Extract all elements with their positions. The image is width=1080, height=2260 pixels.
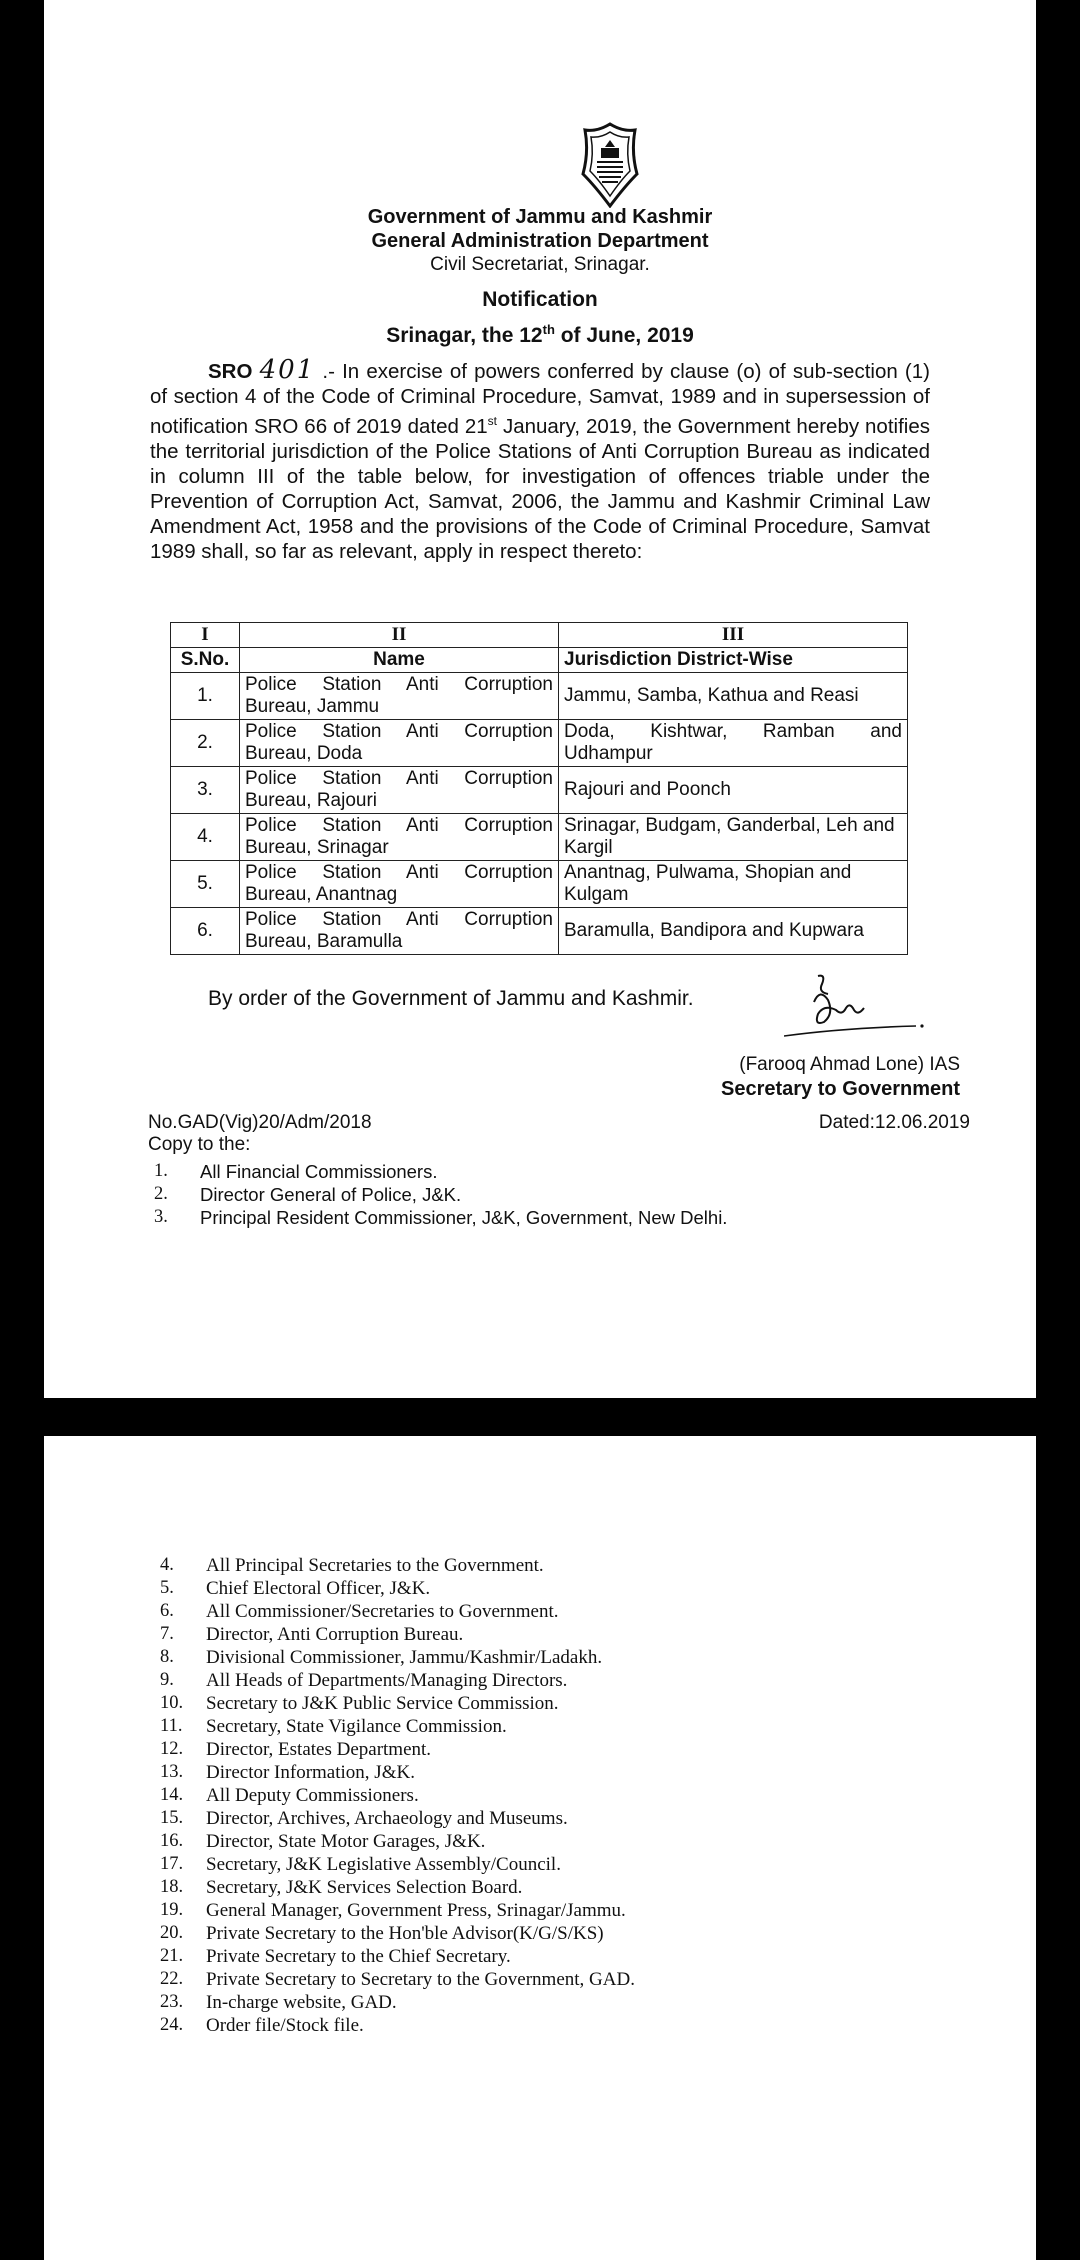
list-item: 22. Private Secretary to Secretary to the Government, GAD. xyxy=(160,1969,635,1990)
list-item: 4. All Principal Secretaries to the Government. xyxy=(160,1555,544,1576)
row-jurisdiction: Baramulla, Bandipora and Kupwara xyxy=(559,908,908,955)
order-statement: By order of the Government of Jammu and Kashmir. xyxy=(208,987,694,1010)
row-sno: 1. xyxy=(171,673,240,720)
list-item: 16. Director, State Motor Garages, J&K. xyxy=(160,1831,486,1852)
table-roman-row xyxy=(171,623,908,648)
roman-col-2: II xyxy=(240,623,559,648)
dated: Dated:12.06.2019 xyxy=(818,1112,970,1133)
document-page-1 xyxy=(44,0,1036,1398)
list-item: 1. All Financial Commissioners. xyxy=(154,1161,438,1182)
roman-col-1: I xyxy=(171,623,240,648)
government-title: Government of Jammu and Kashmir xyxy=(367,206,713,228)
list-item: 19. General Manager, Government Press, Srinagar/Jammu. xyxy=(160,1900,626,1921)
sro-label: SRO xyxy=(208,360,253,383)
copy-list-page-2 xyxy=(160,1554,635,2037)
list-item: 23. In-charge website, GAD. xyxy=(160,1992,397,2013)
table-row xyxy=(171,814,908,861)
list-item: 13. Director Information, J&K. xyxy=(160,1762,415,1783)
list-item: 20. Private Secretary to the Hon'ble Advisor(K/G/S/KS) xyxy=(160,1923,604,1944)
row-sno: 3. xyxy=(171,767,240,814)
list-item: 7. Director, Anti Corruption Bureau. xyxy=(160,1624,464,1645)
row-name: Police Station Anti Corruption Bureau, Jammu xyxy=(240,673,559,720)
row-name: Police Station Anti Corruption Bureau, Anantnag xyxy=(240,861,559,908)
department-title: General Administration Department xyxy=(371,230,709,252)
header-jurisdiction: Jurisdiction District-Wise xyxy=(559,648,908,673)
table-row xyxy=(171,673,908,720)
signatory-name: (Farooq Ahmad Lone) IAS xyxy=(739,1054,960,1075)
header-name: Name xyxy=(240,648,559,673)
row-sno: 4. xyxy=(171,814,240,861)
document-page-2 xyxy=(44,1436,1036,2260)
list-item: 11. Secretary, State Vigilance Commission. xyxy=(160,1716,507,1737)
row-name: Police Station Anti Corruption Bureau, Rajouri xyxy=(240,767,559,814)
list-item: 5. Chief Electoral Officer, J&K. xyxy=(160,1578,431,1599)
table-row xyxy=(171,767,908,814)
list-item: 14. All Deputy Commissioners. xyxy=(160,1785,419,1806)
list-item: 8. Divisional Commissioner, Jammu/Kashmir/Ladakh. xyxy=(160,1647,603,1668)
row-sno: 6. xyxy=(171,908,240,955)
list-item: 21. Private Secretary to the Chief Secretary. xyxy=(160,1946,511,1967)
list-item: 6. All Commissioner/Secretaries to Government. xyxy=(160,1601,559,1622)
list-item: 17. Secretary, J&K Legislative Assembly/Council. xyxy=(160,1854,561,1875)
row-jurisdiction: Srinagar, Budgam, Ganderbal, Leh and Kargil xyxy=(559,814,908,861)
list-item: 9. All Heads of Departments/Managing Directors. xyxy=(160,1670,568,1691)
list-item: 2. Director General of Police, J&K. xyxy=(154,1184,462,1205)
reference-number: No.GAD(Vig)20/Adm/2018 xyxy=(148,1112,372,1133)
list-item: 12. Director, Estates Department. xyxy=(160,1739,432,1760)
header-sno: S.No. xyxy=(171,648,240,673)
list-item: 15. Director, Archives, Archaeology and Museums. xyxy=(160,1808,568,1829)
list-item: 18. Secretary, J&K Services Selection Board. xyxy=(160,1877,523,1898)
list-item: 10. Secretary to J&K Public Service Commission. xyxy=(160,1693,559,1714)
row-sno: 2. xyxy=(171,720,240,767)
row-name: Police Station Anti Corruption Bureau, Baramulla xyxy=(240,908,559,955)
row-jurisdiction: Rajouri and Poonch xyxy=(559,767,908,814)
handwritten-signature xyxy=(784,970,934,1050)
list-item: 3. Principal Resident Commissioner, J&K, Government, New Delhi. xyxy=(154,1207,728,1228)
table-row xyxy=(171,908,908,955)
row-jurisdiction: Doda, Kishtwar, Ramban and Udhampur xyxy=(559,720,908,767)
row-sno: 5. xyxy=(171,861,240,908)
sro-number: 401 xyxy=(259,355,316,385)
table-row xyxy=(171,861,908,908)
signatory-title: Secretary to Government xyxy=(721,1078,960,1100)
copy-list-page-1 xyxy=(154,1160,727,1229)
office-address: Civil Secretariat, Srinagar. xyxy=(430,254,650,275)
notification-date: Srinagar, the 12th of June, 2019 xyxy=(386,322,694,347)
row-name: Police Station Anti Corruption Bureau, Doda xyxy=(240,720,559,767)
notification-body: SRO 401 .- In exercise of powers conferred by clause (o) of sub-section (1) of section 4 of the Code of Criminal Procedure, Samvat, 1989 and in supersession of notification SRO 66 of 2019 dated 21st January, 2019, the Government hereby notifies the territorial jurisdiction of the Police Stations of Anti Corruption Bureau as indicated in column III of the table below, for investigation of offences triable under the Prevention of Corruption Act, Samvat, 2006, the Jammu and Kashmir Criminal Law Amendment Act, 1958 and the provisions of the Code of Criminal Procedure, Samvat 1989 shall, so far as relevant, apply in respect thereto: xyxy=(150,355,930,563)
roman-col-3: III xyxy=(559,623,908,648)
list-item: 24. Order file/Stock file. xyxy=(160,2015,364,2036)
jurisdiction-table xyxy=(170,622,908,955)
table-row xyxy=(171,720,908,767)
table-header-row xyxy=(171,648,908,673)
notification-heading: Notification xyxy=(482,288,598,311)
copy-to-heading: Copy to the: xyxy=(148,1134,251,1155)
row-jurisdiction: Anantnag, Pulwama, Shopian and Kulgam xyxy=(559,861,908,908)
state-emblem-icon xyxy=(579,122,641,208)
row-name: Police Station Anti Corruption Bureau, Srinagar xyxy=(240,814,559,861)
row-jurisdiction: Jammu, Samba, Kathua and Reasi xyxy=(559,673,908,720)
